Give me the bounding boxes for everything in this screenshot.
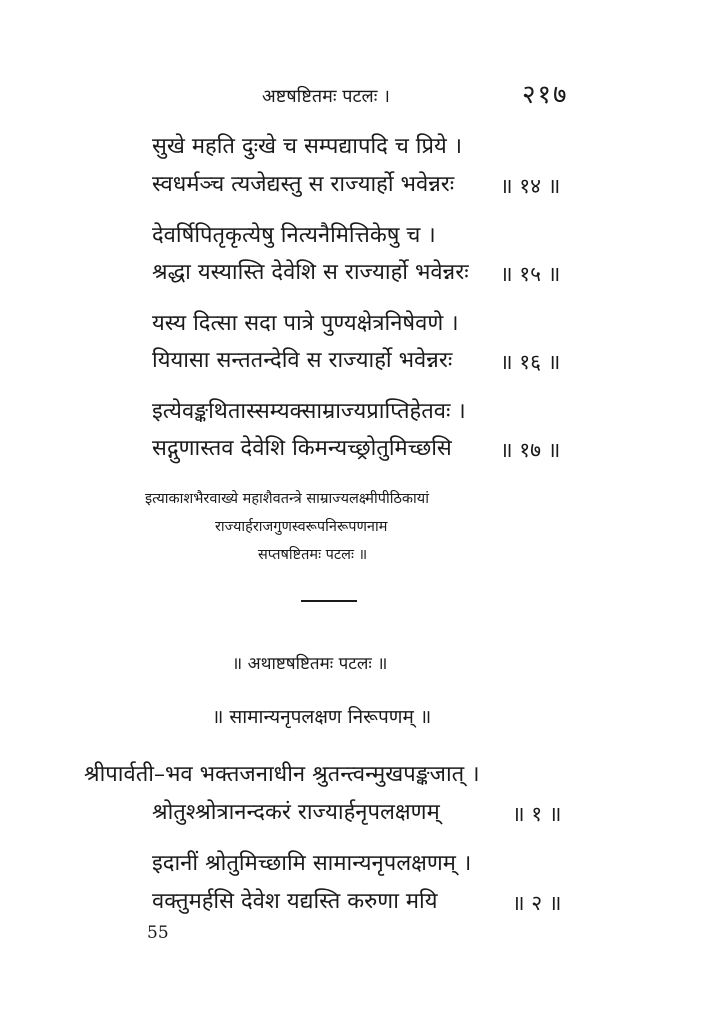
verse-line: सद्गुणास्तव देवेशि किमन्यच्छ्रोतुमिच्छसि	[152, 436, 452, 461]
verse-line: श्रीपार्वती–भव भक्तजनाधीन श्रुतन्त्वन्मुखपङ्कजात् ।	[84, 762, 480, 787]
verse-line: यियासा सन्ततन्देवि स राज्यार्हो भवेन्नरः	[152, 348, 453, 373]
verse-line: स्वधर्मञ्च त्यजेद्यस्तु स राज्यार्हो भवेन्नरः	[152, 172, 455, 197]
verse-line: इदानीं श्रोतुमिच्छामि सामान्यनृपलक्षणम् ।	[152, 851, 472, 876]
colophon-line: सप्तषष्टितमः पटलः ॥	[258, 547, 368, 563]
colophon-line: राज्यार्हराजगुणस्वरूपनिरूपणनाम	[215, 519, 388, 535]
signature-mark: 55	[147, 923, 169, 943]
verse-line: सुखे महति दुःखे च सम्पद्यापदि च प्रिये ।	[152, 134, 463, 159]
verse-number: ॥ २ ॥	[512, 891, 562, 915]
verse-line: श्रोतुश्श्रोत्रानन्दकरं राज्यार्हनृपलक्षणम्	[152, 800, 440, 825]
colophon-line: इत्याकाशभैरवाख्ये महाशैवतन्त्रे साम्राज्यलक्ष्मीपीठिकायां	[145, 491, 429, 507]
verse-line: श्रद्धा यस्यास्ति देवेशि स राज्यार्हो भवेन्नरः	[152, 260, 469, 285]
verse-line: इत्येवङ्कथितास्सम्यक्साम्राज्यप्राप्तिहेतवः ।	[152, 399, 466, 424]
chapter-heading: ॥ अथाष्टषष्टितमः पटलः ॥	[232, 654, 388, 674]
verse-number: ॥ १४ ॥	[500, 174, 561, 198]
verse-number: ॥ १६ ॥	[500, 350, 561, 374]
verse-number: ॥ १५ ॥	[500, 262, 561, 286]
verse-line: यस्य दित्सा सदा पात्रे पुण्यक्षेत्रनिषेवणे ।	[152, 311, 459, 336]
verse-number: ॥ १ ॥	[512, 802, 562, 826]
verse-line: देवर्षिपितृकृत्येषु नित्यनैमित्तिकेषु च ।	[152, 223, 436, 248]
running-header-title: अष्टषष्टितमः पटलः ।	[262, 86, 390, 107]
page-number: २१७	[522, 80, 569, 110]
section-divider	[301, 600, 357, 602]
subject-heading: ॥ सामान्यनृपलक्षण निरूपणम् ॥	[212, 706, 432, 728]
verse-number: ॥ १७ ॥	[500, 438, 561, 462]
verse-line: वक्तुमर्हसि देवेश यद्यस्ति करुणा मयि	[152, 889, 438, 914]
